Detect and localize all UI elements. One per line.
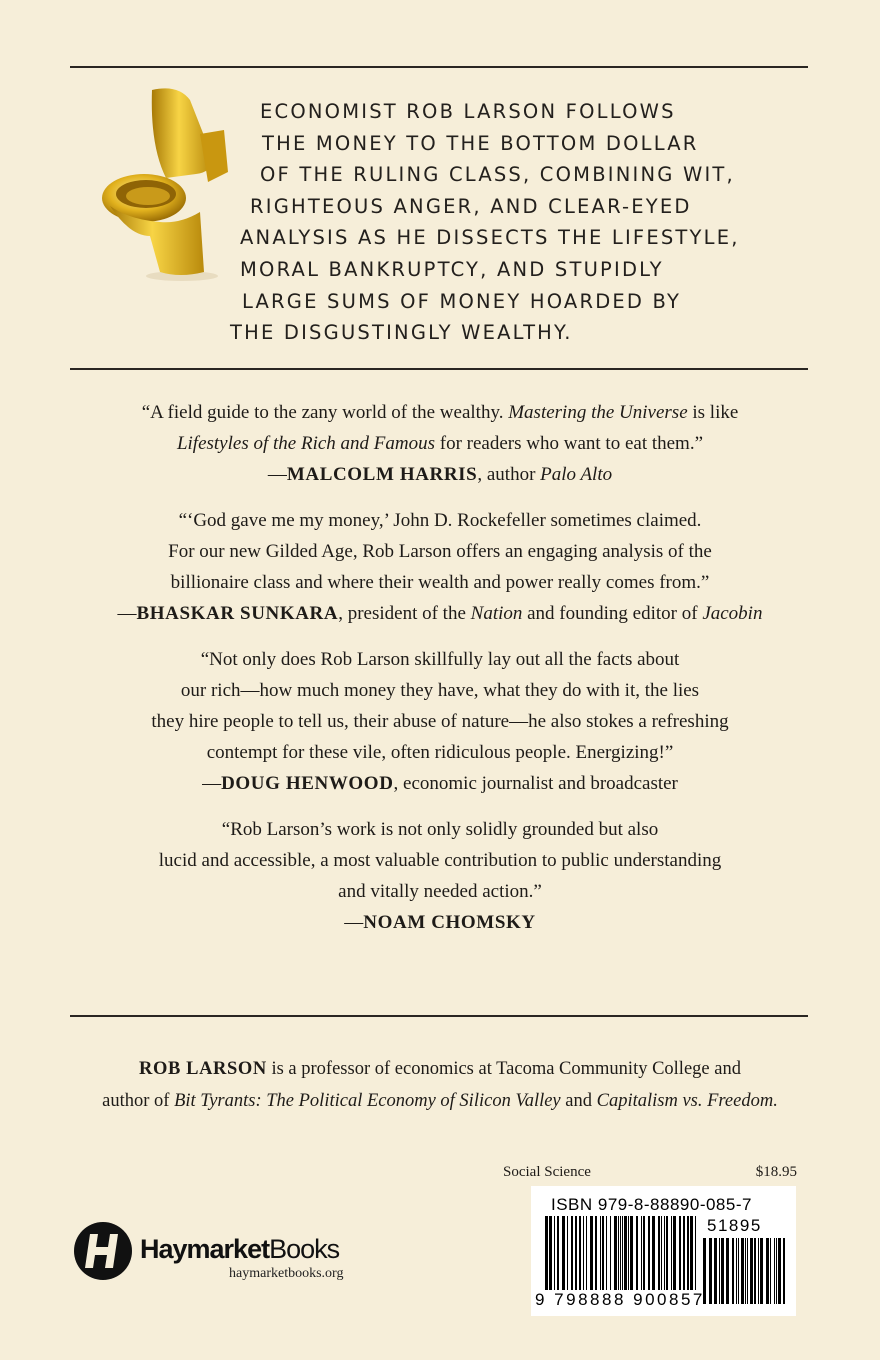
barcode-bar — [658, 1216, 660, 1290]
barcode-bar — [747, 1238, 748, 1304]
barcode-bar — [571, 1216, 573, 1290]
top-rule — [70, 66, 808, 68]
text-run: is a professor of economics at Tacoma Community College and — [266, 1059, 741, 1079]
barcode-bar — [600, 1216, 601, 1290]
text-run: billionaire class and where their wealth and power really comes from.” — [170, 572, 710, 593]
quote-line — [70, 397, 810, 428]
barcode-bar — [575, 1216, 577, 1290]
text-run: lucid and accessible, a most valuable contribution to public understanding — [158, 850, 722, 871]
endorsement-quote — [70, 644, 810, 799]
text-run: — — [344, 912, 364, 933]
text-run: — — [117, 603, 137, 624]
golden-toilet-image — [100, 86, 230, 286]
attribution-name: DOUG HENWOOD — [221, 773, 394, 794]
blurb-line: OF THE RULING CLASS, COMBINING WIT, — [260, 163, 735, 187]
title-text: Lifestyles of the Rich and Famous — [176, 433, 436, 454]
endorsement-quote — [70, 505, 810, 629]
text-run: they hire people to tell us, their abuse of nature—he also stokes a refreshing — [151, 711, 729, 732]
lower-rule — [70, 1015, 808, 1017]
text-run: , author — [477, 464, 541, 485]
barcode-bar — [695, 1216, 696, 1290]
quote-line — [70, 505, 810, 536]
barcode-bar — [545, 1216, 548, 1290]
text-run: “‘God gave me my money,’ John D. Rockefeller sometimes claimed. — [178, 510, 702, 531]
barcode-bar — [630, 1216, 633, 1290]
barcode-bar — [738, 1238, 739, 1304]
quote-line — [70, 598, 810, 629]
text-run: , economic journalist and broadcaster — [393, 773, 678, 794]
isbn-barcode — [531, 1186, 796, 1316]
price-label: $18.95 — [755, 1164, 797, 1180]
quote-line — [70, 814, 810, 845]
endorsements — [70, 397, 810, 953]
quote-line — [70, 428, 810, 459]
barcode-bar — [549, 1216, 552, 1290]
barcode-bar — [714, 1238, 717, 1304]
text-run: “A field guide to the zany world of the wealthy. — [141, 402, 509, 423]
barcode-bar — [624, 1216, 627, 1290]
barcode-bar — [641, 1216, 642, 1290]
quote-line — [70, 907, 810, 938]
quote-line — [70, 845, 810, 876]
barcode-bar — [673, 1216, 676, 1290]
publisher-name: HaymarketBooks — [140, 1234, 340, 1264]
endorsement-quote — [70, 397, 810, 490]
barcode-bar — [726, 1238, 729, 1304]
barcode-bar — [590, 1216, 593, 1290]
title-text: Palo Alto — [540, 464, 613, 485]
barcode-bar — [774, 1238, 775, 1304]
quote-line — [70, 876, 810, 907]
barcode-bar — [758, 1238, 759, 1304]
barcode-bar — [554, 1216, 555, 1290]
barcode-bar — [741, 1238, 744, 1304]
bio-line — [70, 1085, 810, 1117]
haymarket-logo-icon — [72, 1220, 134, 1282]
attribution-name: ROB LARSON — [139, 1059, 267, 1079]
barcode-bar — [567, 1216, 568, 1290]
barcode-bar — [628, 1216, 629, 1290]
barcode-bar — [690, 1216, 693, 1290]
marketing-blurb — [230, 96, 776, 349]
barcode-bar — [719, 1238, 720, 1304]
quote-line — [70, 644, 810, 675]
text-run: and founding editor of — [522, 603, 703, 624]
barcode-bar — [776, 1238, 777, 1304]
barcode-bar — [770, 1238, 771, 1304]
text-run: — — [202, 773, 222, 794]
barcode-bar — [648, 1216, 650, 1290]
barcode-bar — [620, 1216, 621, 1290]
publisher-logo[interactable] — [72, 1218, 402, 1288]
title-text: Bit Tyrants: The Political Economy of Silicon Valley — [174, 1091, 561, 1111]
text-run: for readers who want to eat them.” — [435, 433, 704, 454]
barcode-bar — [721, 1238, 724, 1304]
text-run: For our new Gilded Age, Rob Larson offers an engaging analysis of the — [168, 541, 712, 562]
barcode-bar — [783, 1238, 785, 1304]
quote-line — [70, 536, 810, 567]
blurb-line: THE MONEY TO THE BOTTOM DOLLAR — [262, 131, 699, 155]
barcode-bar — [754, 1238, 756, 1304]
text-run: “Rob Larson’s work is not only solidly grounded but also — [221, 819, 659, 840]
barcode-bar — [622, 1216, 623, 1290]
text-run: author of — [102, 1091, 175, 1111]
text-run: and — [560, 1091, 597, 1111]
text-run: is like — [687, 402, 739, 423]
category-label: Social Science — [503, 1164, 591, 1180]
barcode-bar — [732, 1238, 734, 1304]
middle-rule — [70, 368, 808, 370]
text-run: our rich—how much money they have, what they do with it, the lies — [180, 680, 700, 701]
blurb-line: ECONOMIST ROB LARSON FOLLOWS — [260, 100, 676, 123]
blurb-line: LARGE SUMS OF MONEY HOARDED BY — [242, 289, 682, 313]
title-text: Mastering the Universe — [508, 402, 688, 423]
blurb-line: ANALYSIS AS HE DISSECTS THE LIFESTYLE, — [240, 226, 740, 250]
isbn-label: ISBN 979-8-88890-085-7 — [551, 1195, 752, 1214]
text-run: contempt for these vile, often ridiculous people. Energizing!” — [206, 742, 674, 763]
barcode-bar — [610, 1216, 611, 1290]
publisher-url[interactable]: haymarketbooks.org — [229, 1266, 344, 1281]
blurb-line: RIGHTEOUS ANGER, AND CLEAR-EYED — [250, 194, 692, 218]
barcode-bar — [562, 1216, 565, 1290]
quote-line — [70, 768, 810, 799]
barcode-bar — [778, 1238, 781, 1304]
barcode-bar — [679, 1216, 681, 1290]
barcode-bar — [652, 1216, 655, 1290]
text-run: and vitally needed action.” — [338, 881, 542, 902]
quote-line — [70, 567, 810, 598]
isbn-digits: 9 798888 900857 — [535, 1290, 705, 1309]
blurb-line: THE DISGUSTINGLY WEALTHY. — [230, 321, 573, 345]
attribution-name: MALCOLM HARRIS — [286, 464, 478, 485]
title-text: Nation — [470, 603, 523, 624]
title-text: Jacobin — [702, 603, 763, 624]
barcode-bar — [602, 1216, 604, 1290]
barcode-bar — [736, 1238, 737, 1304]
barcode-bar — [586, 1216, 587, 1290]
barcode-bar — [666, 1216, 668, 1290]
attribution-name: NOAM CHOMSKY — [363, 912, 536, 933]
barcode-bar — [766, 1238, 769, 1304]
blurb-line: MORAL BANKRUPTCY, AND STUPIDLY — [240, 257, 664, 281]
quote-line — [70, 459, 810, 490]
barcode-bar — [557, 1216, 559, 1290]
barcode-bar — [709, 1238, 712, 1304]
title-text: Capitalism vs. Freedom. — [596, 1091, 778, 1111]
barcode-bar — [664, 1216, 665, 1290]
quote-line — [70, 675, 810, 706]
barcode-bar — [618, 1216, 619, 1290]
author-bio — [70, 1053, 810, 1117]
barcode-bar — [636, 1216, 638, 1290]
isbn-addon-digits: 51895 — [707, 1216, 762, 1235]
barcode-bar — [745, 1238, 746, 1304]
text-run: — — [267, 464, 287, 485]
barcode-bar — [595, 1216, 597, 1290]
quote-line — [70, 706, 810, 737]
barcode-bar — [683, 1216, 685, 1290]
barcode-bar — [750, 1238, 753, 1304]
barcode-bar — [583, 1216, 584, 1290]
barcode-bar — [687, 1216, 689, 1290]
endorsement-quote — [70, 814, 810, 938]
text-run: , president of the — [338, 603, 471, 624]
barcode-bar — [671, 1216, 672, 1290]
barcode-bar — [661, 1216, 662, 1290]
barcode-bar — [643, 1216, 645, 1290]
attribution-name: BHASKAR SUNKARA — [136, 603, 339, 624]
barcode-bar — [606, 1216, 607, 1290]
text-run: “Not only does Rob Larson skillfully lay out all the facts about — [200, 649, 680, 670]
barcode-bar — [579, 1216, 581, 1290]
barcode-bar — [614, 1216, 617, 1290]
barcode-bar — [760, 1238, 763, 1304]
quote-line — [70, 737, 810, 768]
bio-line — [70, 1053, 810, 1085]
